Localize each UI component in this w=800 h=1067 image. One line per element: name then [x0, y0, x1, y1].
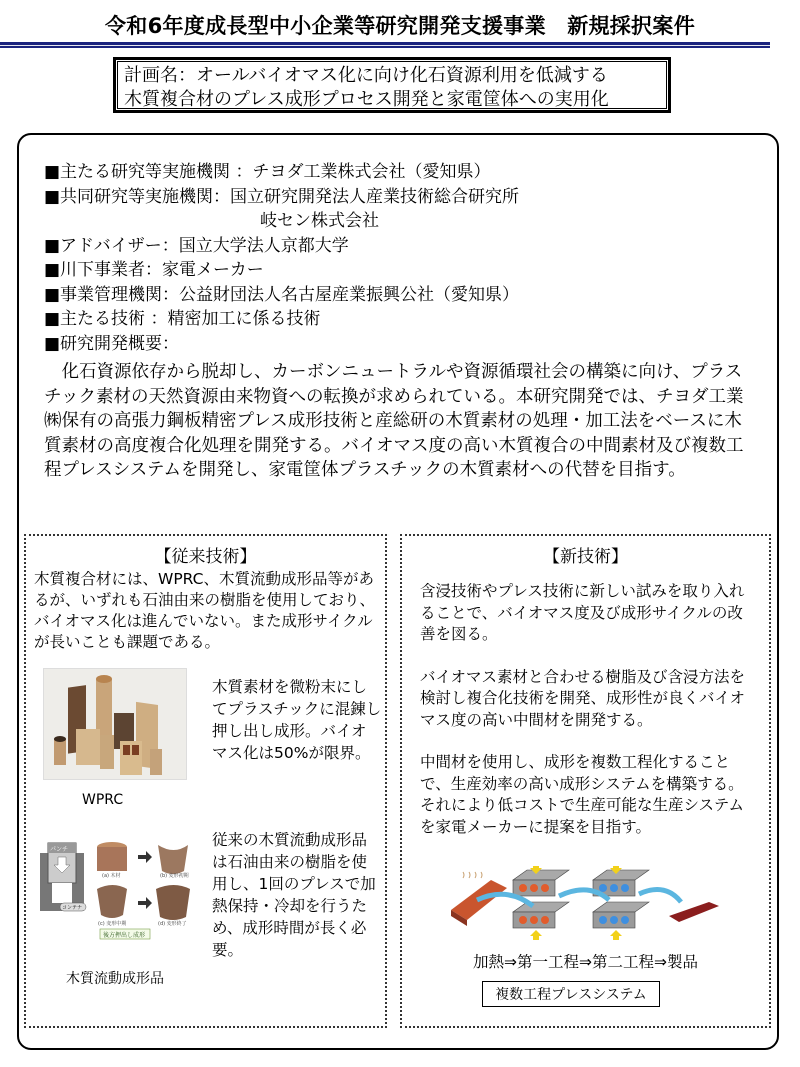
new-tech-paragraph-3: 中間材を使用し、成形を複数工程化することで、生産効率の高い成形システムを構築する。それにより低コストで生産可能な生産システムを家電メーカーに提案を目指す。	[420, 753, 744, 836]
plan-name-box	[113, 57, 671, 113]
advisor: ■アドバイザー：国立大学法人京都大学	[44, 235, 349, 256]
joint-organization: ■共同研究等実施機関：国立研究開発法人産業技術総合研究所	[44, 186, 520, 207]
plan-name-line-2: 木質複合材のプレス成形プロセス開発と家電筐体への実用化	[124, 89, 609, 110]
downstream-business: ■川下事業者：家電メーカー	[44, 260, 264, 280]
new-tech-title: 【新技術】	[543, 547, 628, 567]
plan-name-line-1: 計画名：オールバイオマス化に向け化石資源利用を低減する	[124, 65, 608, 86]
process-steps: 加熱⇒第一工程⇒第二工程⇒製品	[473, 953, 698, 971]
rd-summary	[44, 360, 756, 483]
wprc-photo	[43, 668, 187, 780]
container-label: コンテナ	[62, 905, 83, 911]
summary-heading: ■研究開発概要：	[44, 333, 180, 354]
step-d-label: (d) 変形終了	[158, 921, 187, 927]
step-a-label: (a) 木材	[102, 873, 121, 879]
wood-flow-description: 従来の木質流動成形品は石油由来の樹脂を使用し、1回のプレスで加熱保持・冷却を行うため、成形時間が長く必要。	[212, 831, 376, 959]
management-organization: ■事業管理機関：公益財団法人名古屋産業振興公社（愛知県）	[44, 284, 520, 305]
page-title: 令和6年度成長型中小企業等研究開発支援事業 新規採択案件	[104, 14, 695, 38]
new-tech-paragraph-1: 含浸技術やプレス技術に新しい試みを取り入れることで、バイオマス度及び成形サイクルの改善を図る。	[420, 582, 745, 643]
conventional-tech-lead: 木質複合材には、WPRC、木質流動成形品等があるが、いずれも石油由来の樹脂を使用しており、バイオマス化は進んでいない。また成形サイクルが長いことも課題である。	[34, 570, 376, 651]
conventional-tech-title: 【従来技術】	[154, 547, 257, 567]
process-label: 後方押出し成形	[103, 932, 146, 939]
punch-label: パンチ	[50, 846, 69, 853]
step-c-label: (c) 変形中期	[98, 921, 127, 927]
wood-flow-molding-diagram	[40, 831, 202, 941]
new-tech-paragraph-2: バイオマス素材と合わせる樹脂及び含浸方法を検討し複合化技術を開発、成形性が良くバイオマス度の高い中間材を開発する。	[420, 667, 746, 729]
wprc-description: 木質素材を微粉末にしてプラスチックに混錬し押し出し成形。バイオマス化は50%が限界。	[212, 678, 382, 762]
multi-step-press-diagram	[447, 866, 727, 942]
rd-summary-text: 化石資源依存から脱却し、カーボンニュートラルや資源循環社会の構築に向け、プラスチック素材の天然資源由来物資への転換が求められている。本研究開発では、チヨダ工業㈱保有の高張力鋼板精密プレス成形技術と産総研の木質素材の処理・加工法をベースに木質素材の高度複合化処理を開発する。バイオマス度の高い木質複合の中間素材及び複数工程プレスシステムを開発し、家電筐体プラスチックの木質素材への代替を目指す。	[44, 362, 744, 480]
joint-organization-2: 岐セン株式会社	[260, 211, 379, 231]
new-tech-panel	[400, 534, 771, 1028]
conventional-tech-panel	[24, 534, 387, 1028]
title-rule	[0, 42, 770, 48]
wood-flow-caption: 木質流動成形品	[66, 971, 164, 987]
project-info-list	[44, 160, 764, 356]
wprc-caption: WPRC	[82, 792, 124, 808]
lead-organization: ■主たる研究等実施機関 ：チヨダ工業株式会社（愛知県）	[44, 162, 491, 182]
main-technology: ■主たる技術 ：精密加工に係る技術	[44, 309, 321, 329]
press-system-label: 複数工程プレスシステム	[482, 981, 660, 1007]
step-b-label: (b) 変形初期	[160, 873, 189, 879]
